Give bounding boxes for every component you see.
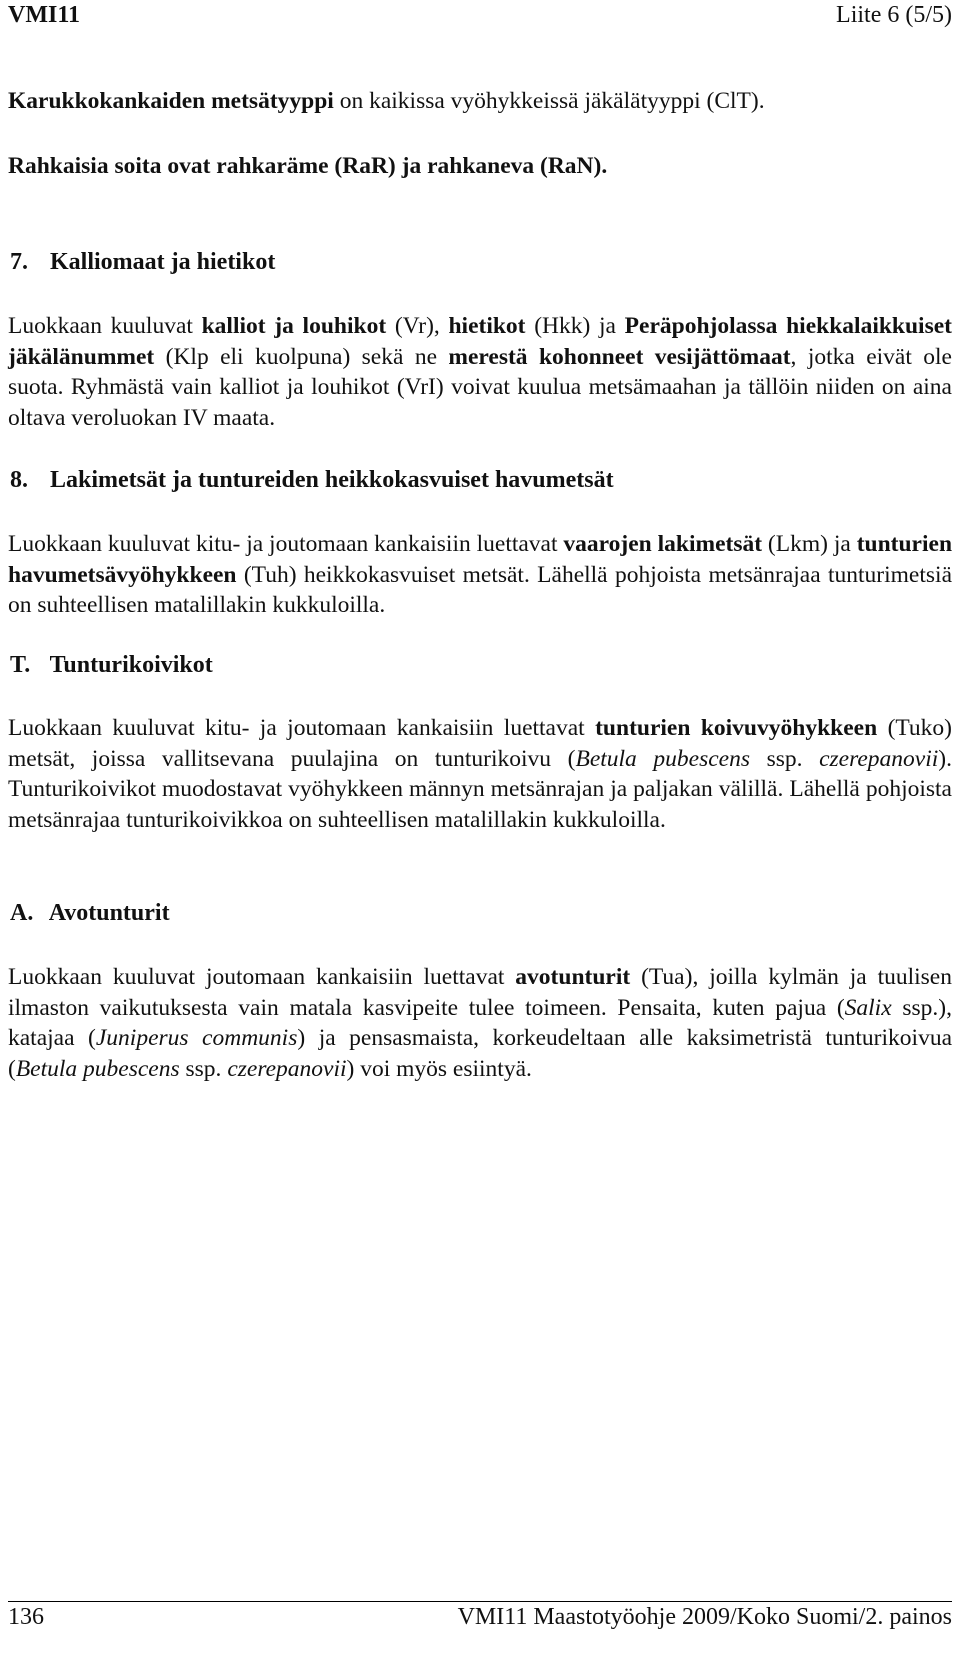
section-8-paragraph: Luokkaan kuuluvat kitu- ja joutomaan kankaisiin luettavat vaarojen lakimetsät (Lkm) ja tunturien havumetsävyöhykkeen (Tuh) heikkokasvuiset metsät. Lähellä pohjoista metsänrajaa tunturimetsiä on suhteellisen matalillakin kukkuloilla.	[8, 531, 953, 618]
intro-paragraph-1: Karukkokankaiden metsätyyppi on kaikissa vyöhykkeissä jäkälätyyppi (ClT).	[8, 88, 765, 114]
intro-paragraph-2: Rahkaisia soita ovat rahkaräme (RaR) ja rahkaneva (RaN).	[8, 153, 608, 179]
page-footer	[8, 1604, 952, 1631]
section-t-paragraph: Luokkaan kuuluvat kitu- ja joutomaan kankaisiin luettavat tunturien koivuvyöhykkeen (Tuko) metsät, joissa vallitsevana puulajina on tunturikoivu (Betula pubescens ssp. czerepanovii). Tunturikoivikot muodostavat vyöhykkeen männyn metsänrajan ja paljakan välillä. Lähellä pohjoista metsänrajaa tunturikoivikkoa on suhteellisen matalillakin kukkuloilla.	[8, 715, 952, 833]
footer-title: VMI11 Maastotyöohje 2009/Koko Suomi/2. painos	[457, 1604, 952, 1630]
section-a-paragraph: Luokkaan kuuluvat joutomaan kankaisiin luettavat avotunturit (Tua), joilla kylmän ja tuulisen ilmaston vaikutuksesta vain matala kasvipeite tulee toimeen. Pensaita, kuten pajua (Salix ssp.), katajaa (Juniperus communis) ja pensasmaista, korkeudeltaan alle kaksimetristä tunturikoivua (Betula pubescens ssp. czerepanovii) voi myös esiintyä.	[8, 964, 952, 1082]
footer-rule	[8, 1601, 952, 1602]
section-t-heading: T. Tunturikoivikot	[10, 652, 213, 678]
section-8-heading: 8. Lakimetsät ja tuntureiden heikkokasvuiset havumetsät	[10, 467, 614, 493]
section-7-paragraph: Luokkaan kuuluvat kalliot ja louhikot (Vr), hietikot (Hkk) ja Peräpohjolassa hiekkalaikkuiset jäkälänummet (Klp eli kuolpuna) sekä ne merestä kohonneet vesijättömaat, jotka eivät ole suota. Ryhmästä vain kalliot ja louhikot (VrI) voivat kuulua metsämaahan ja tällöin niiden on aina oltava veroluokan IV maata.	[8, 313, 952, 431]
header-right: Liite 6 (5/5)	[836, 2, 952, 28]
section-a-heading: A. Avotunturit	[10, 900, 170, 926]
section-7-heading: 7. Kalliomaat ja hietikot	[10, 249, 276, 275]
page-number: 136	[8, 1604, 44, 1630]
header-left: VMI11	[8, 2, 80, 28]
page-header	[8, 2, 952, 32]
